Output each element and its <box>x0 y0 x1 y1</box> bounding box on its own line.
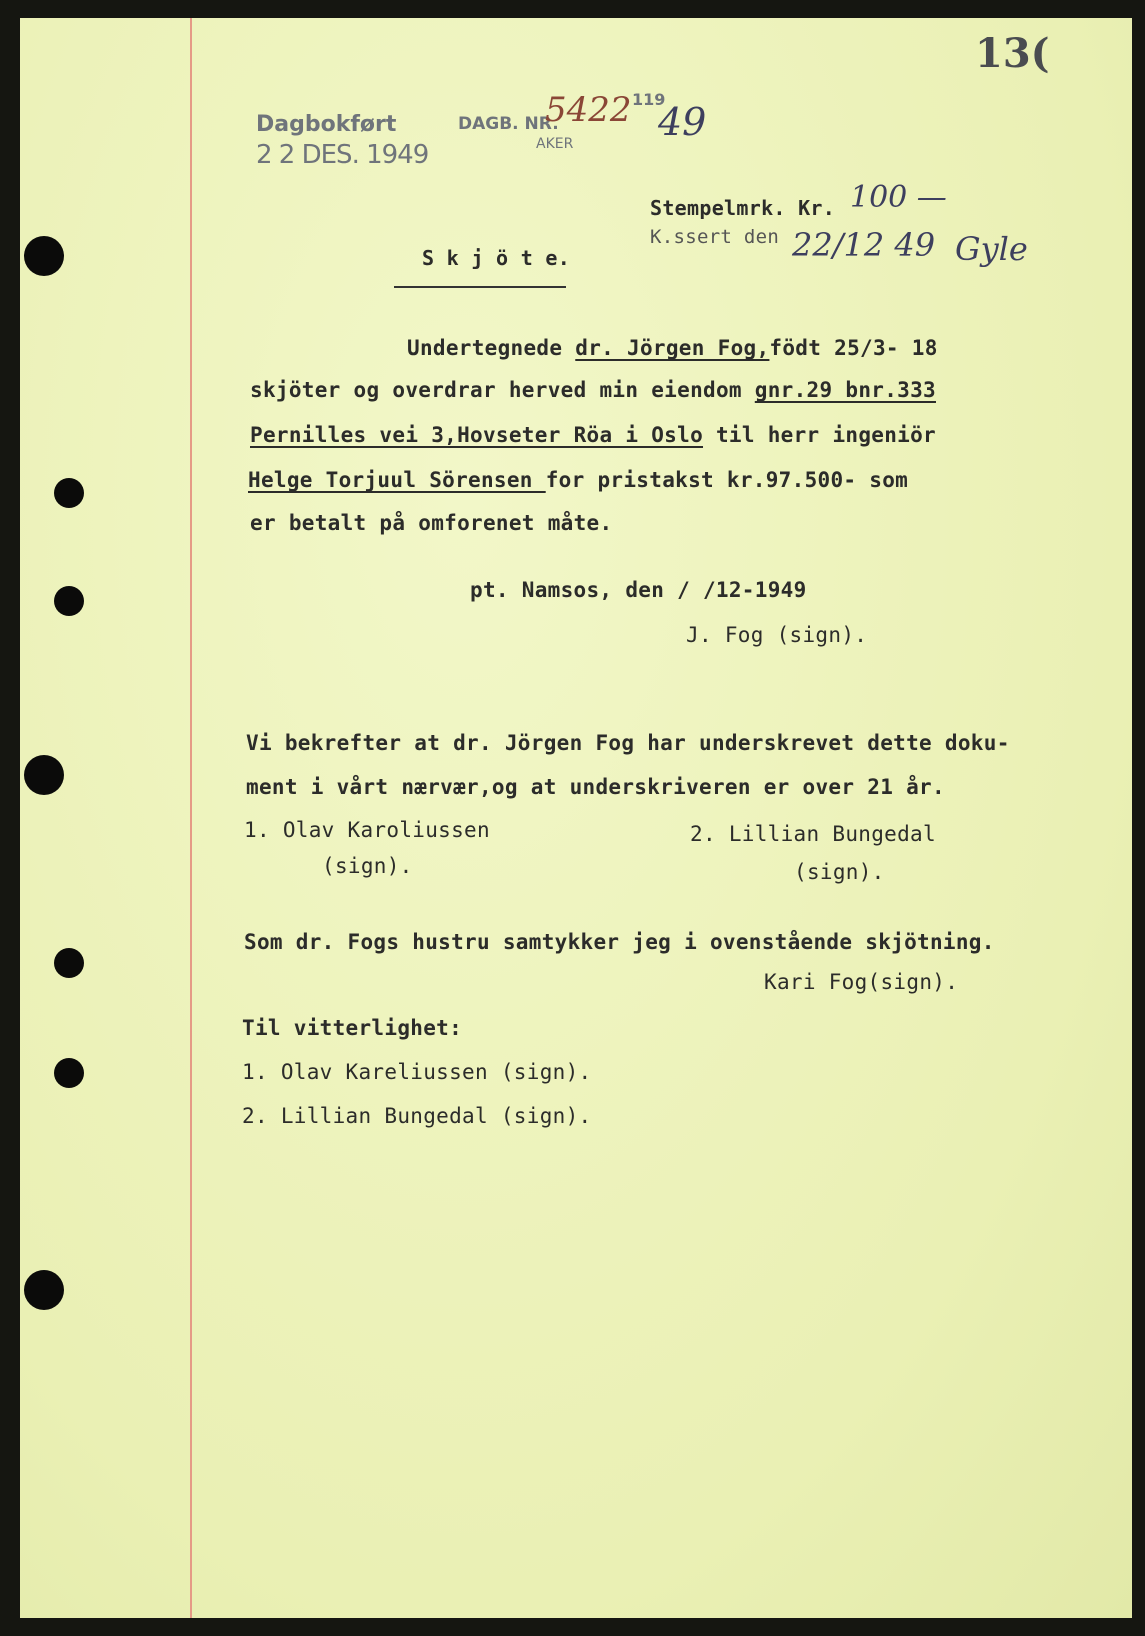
witness-1-name: 1. Olav Karoliussen <box>244 818 490 842</box>
vitterlighet-item-1: 1. Olav Kareliussen (sign). <box>242 1060 592 1084</box>
punch-hole <box>54 478 84 508</box>
punch-hole <box>24 236 64 276</box>
body-line-5: er betalt på omforenet måte. <box>250 511 613 535</box>
kassert-date: 22/12 49 <box>792 226 936 264</box>
body-l3-address: Pernilles vei 3,Hovseter Röa i Oslo <box>250 423 704 447</box>
punch-hole <box>54 586 84 616</box>
kassert-label: K.ssert den <box>650 226 780 248</box>
punch-hole <box>54 948 84 978</box>
place-date: pt. Namsos, den / /12-1949 <box>470 578 807 602</box>
page-number: 13( <box>975 30 1050 77</box>
witness-line-2: ment i vårt nærvær,og at underskriveren er over 21 år. <box>246 775 945 799</box>
witness-2-name: 2. Lillian Bungedal <box>690 822 936 846</box>
body-line-3 <box>250 423 936 447</box>
witness-2-sign: (sign). <box>794 860 885 884</box>
dagb-nr-super: 119 <box>632 90 666 109</box>
kassert-signature: Gyle <box>955 230 1028 268</box>
body-l2-property: gnr.29 bnr.333 <box>754 378 936 402</box>
vitterlighet-item-2: 2. Lillian Bungedal (sign). <box>242 1104 592 1128</box>
margin-line <box>190 18 192 1618</box>
dagb-nr-label: DAGB. NR. <box>458 114 559 134</box>
witness-line-1: Vi bekrefter at dr. Jörgen Fog har underskrevet dette doku- <box>246 731 1010 755</box>
consent-text: Som dr. Fogs hustru samtykker jeg i ovenstående skjötning. <box>244 930 995 954</box>
document-page <box>20 18 1132 1618</box>
witness-1-sign: (sign). <box>322 854 413 878</box>
body-l1-c: födt 25/3- 18 <box>769 336 938 360</box>
stempel-amount: 100 — <box>850 180 947 215</box>
punch-hole <box>54 1058 84 1088</box>
dagb-nr-year: 49 <box>658 100 707 144</box>
dagb-nr-number: 5422 <box>545 90 632 130</box>
signature-fog: J. Fog (sign). <box>686 623 868 647</box>
punch-hole <box>24 755 64 795</box>
body-l4-b: for pristakst kr.97.500- som <box>545 468 909 492</box>
vitterlighet-heading: Til vitterlighet: <box>242 1016 463 1040</box>
stempel-label: Stempelmrk. Kr. <box>650 196 836 220</box>
body-line-4 <box>248 468 908 492</box>
body-line-2 <box>250 378 936 402</box>
document-title: S k j ö t e. <box>422 246 571 270</box>
body-line-1 <box>407 336 938 360</box>
dagb-nr-place: AKER <box>536 136 574 152</box>
punch-hole <box>24 1270 64 1310</box>
consent-sign: Kari Fog(sign). <box>764 970 959 994</box>
dagbok-stamp-label: Dagbokført <box>256 112 397 137</box>
body-l1-name: dr. Jörgen Fog, <box>575 336 770 360</box>
dagbok-stamp-date: 2 2 DES. 1949 <box>256 140 429 170</box>
body-l1-a: Undertegnede <box>407 336 576 360</box>
body-l4-buyer: Helge Torjuul Sörensen <box>248 468 546 492</box>
body-l2-a: skjöter og overdrar herved min eiendom <box>250 378 755 402</box>
body-l3-b: til herr ingeniör <box>703 423 936 447</box>
title-underline <box>394 286 566 288</box>
